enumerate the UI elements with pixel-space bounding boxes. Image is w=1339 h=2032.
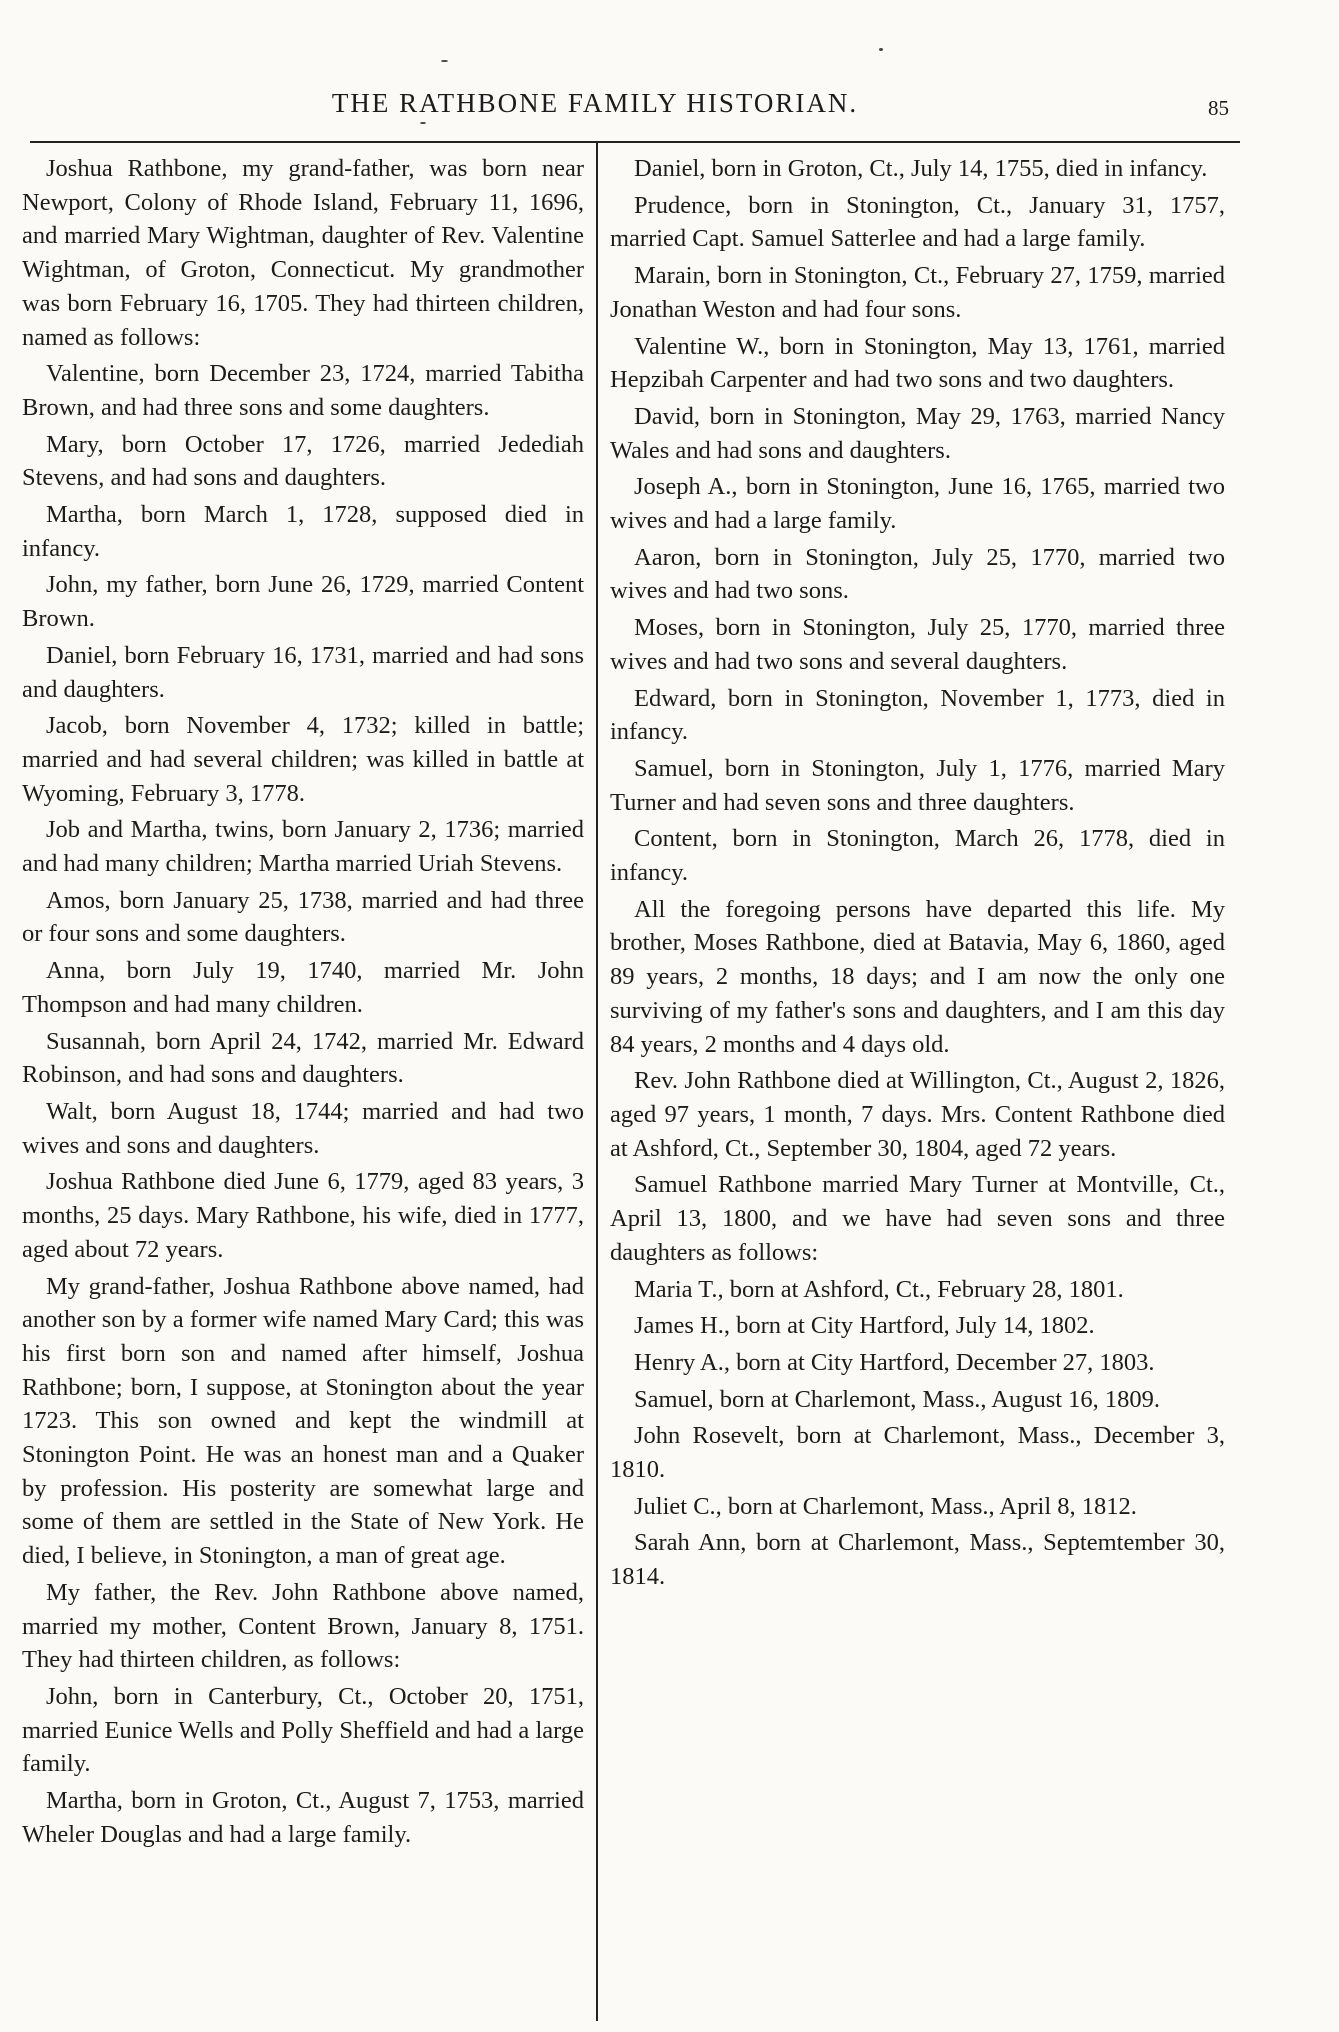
paragraph: Marain, born in Stonington, Ct., February 27, 1759, married Jonathan Weston and had four sons. bbox=[610, 262, 1225, 323]
column-divider bbox=[596, 141, 598, 2021]
paragraph: Prudence, born in Stonington, Ct., January 31, 1757, married Capt. Samuel Satterlee and had a large family. bbox=[610, 191, 1225, 253]
left-column bbox=[22, 152, 584, 1854]
print-speck bbox=[441, 60, 448, 62]
paragraph: Content, born in Stonington, March 26, 1778, died in infancy. bbox=[610, 825, 1225, 887]
right-column bbox=[610, 152, 1225, 1597]
paragraph: Jacob, born November 4, 1732; killed in battle; married and had several children; was killed in battle at Wyoming, February 3, 1778. bbox=[22, 712, 584, 807]
page-header bbox=[0, 84, 1339, 124]
paragraph: Rev. John Rathbone died at Willington, Ct., August 2, 1826, aged 97 years, 1 month, 7 days. Mrs. Content Rathbone died at Ashford, Ct., September 30, 1804, aged 72 years. bbox=[610, 1067, 1225, 1162]
paragraph: David, born in Stonington, May 29, 1763, married Nancy Wales and had sons and daughters. bbox=[610, 402, 1225, 464]
paragraph: Joseph A., born in Stonington, June 16, 1765, married two wives and had a large family. bbox=[610, 473, 1225, 535]
header-rule bbox=[30, 141, 1240, 143]
paragraph: Moses, born in Stonington, July 25, 1770, married three wives and had two sons and several daughters. bbox=[610, 614, 1225, 675]
paragraph: Sarah Ann, born at Charlemont, Mass., Septemtember 30, 1814. bbox=[610, 1529, 1225, 1591]
paragraph: Walt, born August 18, 1744; married and had two wives and sons and daughters. bbox=[22, 1097, 584, 1159]
paragraph: My father, the Rev. John Rathbone above named, married my mother, Content Brown, January 8, 1751. They had thirteen children, as follows: bbox=[22, 1578, 584, 1674]
paragraph: Aaron, born in Stonington, July 25, 1770, married two wives and had two sons. bbox=[610, 543, 1225, 605]
page-number: 85 bbox=[1208, 96, 1229, 120]
paragraph: Edward, born in Stonington, November 1, 1773, died in infancy. bbox=[610, 684, 1225, 746]
paragraph: Susannah, born April 24, 1742, married Mr. Edward Robinson, and had sons and daughters. bbox=[22, 1027, 584, 1089]
print-speck bbox=[879, 48, 883, 51]
paragraph: John, my father, born June 26, 1729, married Content Brown. bbox=[22, 571, 584, 633]
paragraph: My grand-father, Joshua Rathbone above named, had another son by a former wife named Mary Card; this was his first born son and named after himself, Joshua Rathbone; born, I suppose, at Stonington about the year 1723. This son owned and kept the windmill at Stonington Point. He was an honest man and a Quaker by profession. His posterity are somewhat large and some of them are settled in the State of New York. He died, I believe, in Stonington, a man of great age. bbox=[22, 1272, 584, 1570]
paragraph: Valentine W., born in Stonington, May 13, 1761, married Hepzibah Carpenter and had two sons and two daughters. bbox=[610, 332, 1225, 394]
paragraph: Amos, born January 25, 1738, married and had three or four sons and some daughters. bbox=[22, 886, 584, 948]
paragraph: Martha, born March 1, 1728, supposed died in infancy. bbox=[22, 501, 584, 562]
paragraph: Samuel, born in Stonington, July 1, 1776, married Mary Turner and had seven sons and three daughters. bbox=[610, 754, 1225, 816]
paragraph: All the foregoing persons have departed this life. My brother, Moses Rathbone, died at Batavia, May 6, 1860, aged 89 years, 2 months, 18 days; and I am now the only one surviving of my father's sons and daughters, and I am this day 84 years, 2 months and 4 days old. bbox=[610, 895, 1225, 1058]
paragraph: Daniel, born in Groton, Ct., July 14, 1755, died in infancy. bbox=[634, 155, 1208, 182]
paragraph: Joshua Rathbone died June 6, 1779, aged 83 years, 3 months, 25 days. Mary Rathbone, his wife, died in 1777, aged about 72 years. bbox=[22, 1168, 584, 1263]
paragraph: John, born in Canterbury, Ct., October 20, 1751, married Eunice Wells and Polly Sheffield and had a large family. bbox=[22, 1682, 584, 1778]
paragraph: John Rosevelt, born at Charlemont, Mass., December 3, 1810. bbox=[610, 1422, 1225, 1484]
paragraph: Mary, born October 17, 1726, married Jedediah Stevens, and had sons and daughters. bbox=[22, 430, 584, 492]
running-title: THE RATHBONE FAMILY HISTORIAN. bbox=[331, 88, 859, 118]
paragraph: Valentine, born December 23, 1724, married Tabitha Brown, and had three sons and some daughters. bbox=[22, 360, 584, 421]
paragraph: Henry A., born at City Hartford, December 27, 1803. bbox=[634, 1348, 1155, 1376]
paragraph: Martha, born in Groton, Ct., August 7, 1753, married Wheler Douglas and had a large family. bbox=[22, 1787, 584, 1848]
paragraph: Daniel, born February 16, 1731, married and had sons and daughters. bbox=[22, 641, 584, 703]
paragraph: James H., born at City Hartford, July 14, 1802. bbox=[634, 1312, 1095, 1340]
paragraph: Samuel Rathbone married Mary Turner at Montville, Ct., April 13, 1800, and we have had seven sons and three daughters as follows: bbox=[610, 1171, 1225, 1266]
paragraph: Samuel, born at Charlemont, Mass., August 16, 1809. bbox=[634, 1385, 1161, 1413]
paragraph: Anna, born July 19, 1740, married Mr. John Thompson and had many children. bbox=[22, 957, 584, 1018]
paragraph: Job and Martha, twins, born January 2, 1736; married and had many children; Martha married Uriah Stevens. bbox=[22, 816, 584, 878]
paragraph: Joshua Rathbone, my grand-father, was born near Newport, Colony of Rhode Island, February 11, 1696, and married Mary Wightman, daughter of Rev. Valentine Wightman, of Groton, Connecticut. My grandmother was born February 16, 1705. They had thirteen children, named as follows: bbox=[22, 155, 584, 351]
paragraph: Maria T., born at Ashford, Ct., February 28, 1801. bbox=[634, 1275, 1124, 1303]
paragraph: Juliet C., born at Charlemont, Mass., April 8, 1812. bbox=[634, 1492, 1137, 1520]
